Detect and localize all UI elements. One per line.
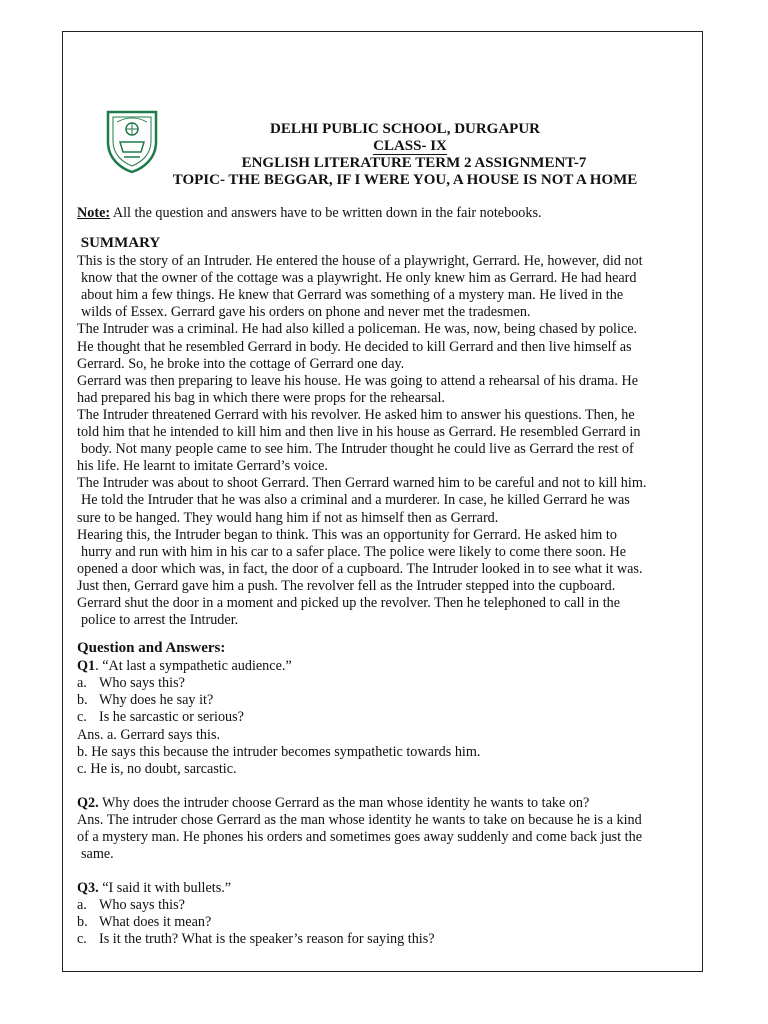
- summary-line: body. Not many people came to see him. The Intruder thought he could live as Gerrard the rest of: [81, 441, 634, 458]
- q1-answer: c. He is, no doubt, sarcastic.: [77, 760, 237, 777]
- summary-line: told him that he intended to kill him and then live in his house as Gerrard. He resembled Gerrard in: [77, 424, 641, 441]
- q2-answer: same.: [81, 846, 114, 863]
- summary-line: opened a door which was, in fact, the door of a cupboard. The Intruder looked in to see what it was.: [77, 560, 643, 577]
- summary-line: The Intruder was a criminal. He had also killed a policeman. He was, now, being chased by police.: [77, 321, 638, 338]
- assignment-title: ENGLISH LITERATURE TERM 2 ASSIGNMENT-7: [241, 155, 587, 171]
- summary-line: Just then, Gerrard gave him a push. The revolver fell as the Intruder stepped into the cupboard.: [77, 577, 616, 594]
- school-name: DELHI PUBLIC SCHOOL, DURGAPUR: [269, 121, 541, 137]
- summary-line: police to arrest the Intruder.: [81, 612, 239, 629]
- note: Note: All the question and answers have to be written down in the fair notebooks.: [77, 205, 542, 221]
- summary-line: wilds of Essex. Gerrard gave his orders on phone and never met the tradesmen.: [81, 304, 531, 321]
- q3-option-b: b. What does it mean?: [77, 914, 212, 931]
- summary-line: This is the story of an Intruder. He entered the house of a playwright, Gerrard. He, however, did not: [77, 253, 643, 270]
- summary-line: The Intruder was about to shoot Gerrard. Then Gerrard warned him to be careful and not to kill him.: [77, 475, 647, 492]
- summary-line: know that the owner of the cottage was a playwright. He only knew him as Gerrard. He had heard: [81, 270, 637, 287]
- q1-option-c: c. Is he sarcastic or serious?: [77, 709, 244, 726]
- question-3: Q3. “I said it with bullets.”: [77, 880, 232, 897]
- summary-line: sure to be hanged. They would hang him if not as himself then as Gerrard.: [77, 509, 499, 526]
- summary-line: Hearing this, the Intruder began to think. This was an opportunity for Gerrard. He asked him to: [77, 526, 617, 543]
- summary-line: The Intruder threatened Gerrard with his revolver. He asked him to answer his questions. Then, he: [77, 406, 635, 423]
- summary-line: Gerrard. So, he broke into the cottage of Gerrard one day.: [77, 355, 405, 372]
- summary-line: Gerrard shut the door in a moment and picked up the revolver. Then he telephoned to call in the: [77, 594, 621, 611]
- summary-line: hurry and run with him in his car to a safer place. The police were likely to come there soon. He: [81, 543, 626, 560]
- class-label: CLASS- IX: [373, 138, 447, 154]
- summary-line: about him a few things. He knew that Gerrard was something of a mystery man. He lived in the: [81, 287, 624, 304]
- qa-heading: Question and Answers:: [77, 640, 226, 657]
- question-2: Q2. Why does the intruder choose Gerrard as the man whose identity he wants to take on?: [77, 794, 590, 811]
- q1-option-a: a. Who says this?: [77, 675, 185, 692]
- q3-option-a: a. Who says this?: [77, 897, 185, 914]
- summary-heading: SUMMARY: [80, 235, 161, 252]
- summary-line: He told the Intruder that he was also a criminal and a murderer. In case, he killed Gerrard he was: [81, 492, 630, 509]
- q2-answer: of a mystery man. He phones his orders and sometimes goes away suddenly and come back just the: [77, 829, 642, 845]
- summary-section: [77, 234, 701, 629]
- summary-line: had prepared his bag in which there were props for the rehearsal.: [77, 389, 445, 406]
- topic-title: TOPIC- THE BEGGAR, IF I WERE YOU, A HOUSE IS NOT A HOME: [172, 172, 638, 188]
- document-body: [77, 205, 701, 949]
- q1-answer: Ans. a. Gerrard says this.: [77, 726, 221, 743]
- q1-option-b: b. Why does he say it?: [77, 692, 214, 709]
- summary-line: his life. He learnt to imitate Gerrard’s voice.: [77, 458, 328, 475]
- question-1: Q1. “At last a sympathetic audience.”: [77, 658, 292, 675]
- q3-option-c: c. Is it the truth? What is the speaker’s reason for saying this?: [77, 931, 435, 948]
- q1-answer: b. He says this because the intruder becomes sympathetic towards him.: [77, 743, 481, 760]
- q2-answer: Ans. The intruder chose Gerrard as the man whose identity he wants to take on because he is a kind: [77, 811, 642, 828]
- summary-line: He thought that he resembled Gerrard in body. He decided to kill Gerrard and then live himself as: [77, 338, 632, 355]
- document-header: [150, 121, 660, 189]
- qa-section: [77, 639, 701, 948]
- summary-line: Gerrard was then preparing to leave his house. He was going to attend a rehearsal of his drama. He: [77, 372, 638, 389]
